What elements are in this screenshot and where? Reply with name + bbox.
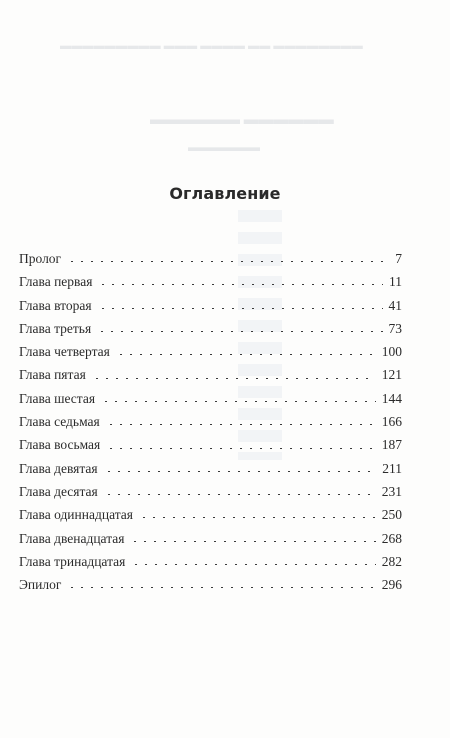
toc-entry-label: Глава седьмая bbox=[19, 414, 100, 430]
toc-entry[interactable] bbox=[19, 367, 402, 390]
dot-leader bbox=[130, 541, 375, 542]
toc-page-number: 282 bbox=[381, 553, 402, 569]
toc-entry[interactable] bbox=[19, 577, 402, 600]
toc-entry-label: Глава третья bbox=[19, 320, 92, 336]
toc-entry-label: Глава девятая bbox=[19, 460, 98, 476]
toc-page-number: 144 bbox=[381, 390, 402, 406]
toc-entry[interactable] bbox=[19, 437, 402, 460]
toc-entry[interactable] bbox=[19, 484, 402, 507]
dot-leader bbox=[101, 401, 376, 402]
toc-page-number: 187 bbox=[381, 437, 402, 453]
toc-page-number: 231 bbox=[381, 483, 402, 499]
toc-entry[interactable] bbox=[19, 461, 402, 484]
toc-entry-label: Глава тринадцатая bbox=[19, 553, 126, 569]
toc-entry[interactable] bbox=[19, 298, 402, 321]
toc-page-number: 41 bbox=[388, 297, 402, 313]
toc-page-number: 268 bbox=[381, 530, 402, 546]
toc-page-number: 7 bbox=[395, 251, 402, 266]
dot-leader bbox=[131, 564, 375, 565]
page-title: Оглавление bbox=[169, 184, 281, 203]
toc-page-number: 100 bbox=[381, 344, 402, 360]
dot-leader bbox=[104, 494, 376, 495]
toc-entry-label: Глава шестая bbox=[19, 390, 96, 406]
toc-entry[interactable] bbox=[19, 391, 402, 414]
bleed-through-text: ▬▬▬▬▬▬▬▬▬ ▬▬▬ ▬▬▬▬ ▬▬ ▬▬▬▬▬▬▬▬ bbox=[60, 40, 363, 52]
dot-leader bbox=[98, 308, 383, 309]
toc-page-number: 121 bbox=[381, 367, 402, 383]
toc-entry[interactable] bbox=[19, 531, 402, 554]
toc-page-number: 250 bbox=[381, 507, 402, 523]
toc-entry-label: Глава четвертая bbox=[19, 344, 110, 360]
toc-entry-label: Глава двенадцатая bbox=[19, 530, 125, 546]
dot-leader bbox=[104, 471, 377, 472]
toc-entry[interactable] bbox=[19, 554, 402, 577]
toc-entry[interactable] bbox=[19, 414, 402, 437]
toc-entry-label: Глава пятая bbox=[19, 367, 86, 383]
toc-page-number: 211 bbox=[382, 460, 402, 476]
toc-entry-label: Глава десятая bbox=[19, 483, 98, 499]
dot-leader bbox=[106, 448, 375, 449]
toc-entry-label: Пролог bbox=[19, 251, 62, 266]
toc-entry[interactable] bbox=[19, 251, 402, 274]
dot-leader bbox=[139, 517, 376, 518]
toc-entry[interactable] bbox=[19, 321, 402, 344]
dot-leader bbox=[98, 284, 383, 285]
dot-leader bbox=[97, 331, 382, 332]
bleed-through-text: ▬▬▬▬▬▬ bbox=[188, 140, 260, 154]
toc-entry-label: Глава восьмая bbox=[19, 437, 101, 453]
toc-entry[interactable] bbox=[19, 344, 402, 367]
toc-entry[interactable] bbox=[19, 274, 402, 297]
dot-leader bbox=[67, 261, 389, 262]
table-of-contents bbox=[19, 251, 402, 600]
toc-entry-label: Глава одиннадцатая bbox=[19, 507, 133, 523]
toc-entry-label: Глава вторая bbox=[19, 297, 92, 313]
toc-page-number: 73 bbox=[388, 320, 402, 336]
toc-page-number: 166 bbox=[381, 414, 402, 430]
bleed-through-text: ▬▬▬▬▬▬ ▬▬▬▬▬▬ bbox=[150, 112, 334, 128]
toc-entry-label: Глава первая bbox=[19, 274, 93, 290]
toc-entry-label: Эпилог bbox=[19, 577, 62, 593]
dot-leader bbox=[116, 354, 376, 355]
dot-leader bbox=[67, 587, 375, 588]
toc-page-number: 11 bbox=[389, 274, 402, 290]
toc-page-number: 296 bbox=[381, 577, 402, 593]
toc-entry[interactable] bbox=[19, 507, 402, 530]
dot-leader bbox=[106, 424, 376, 425]
dot-leader bbox=[92, 378, 376, 379]
